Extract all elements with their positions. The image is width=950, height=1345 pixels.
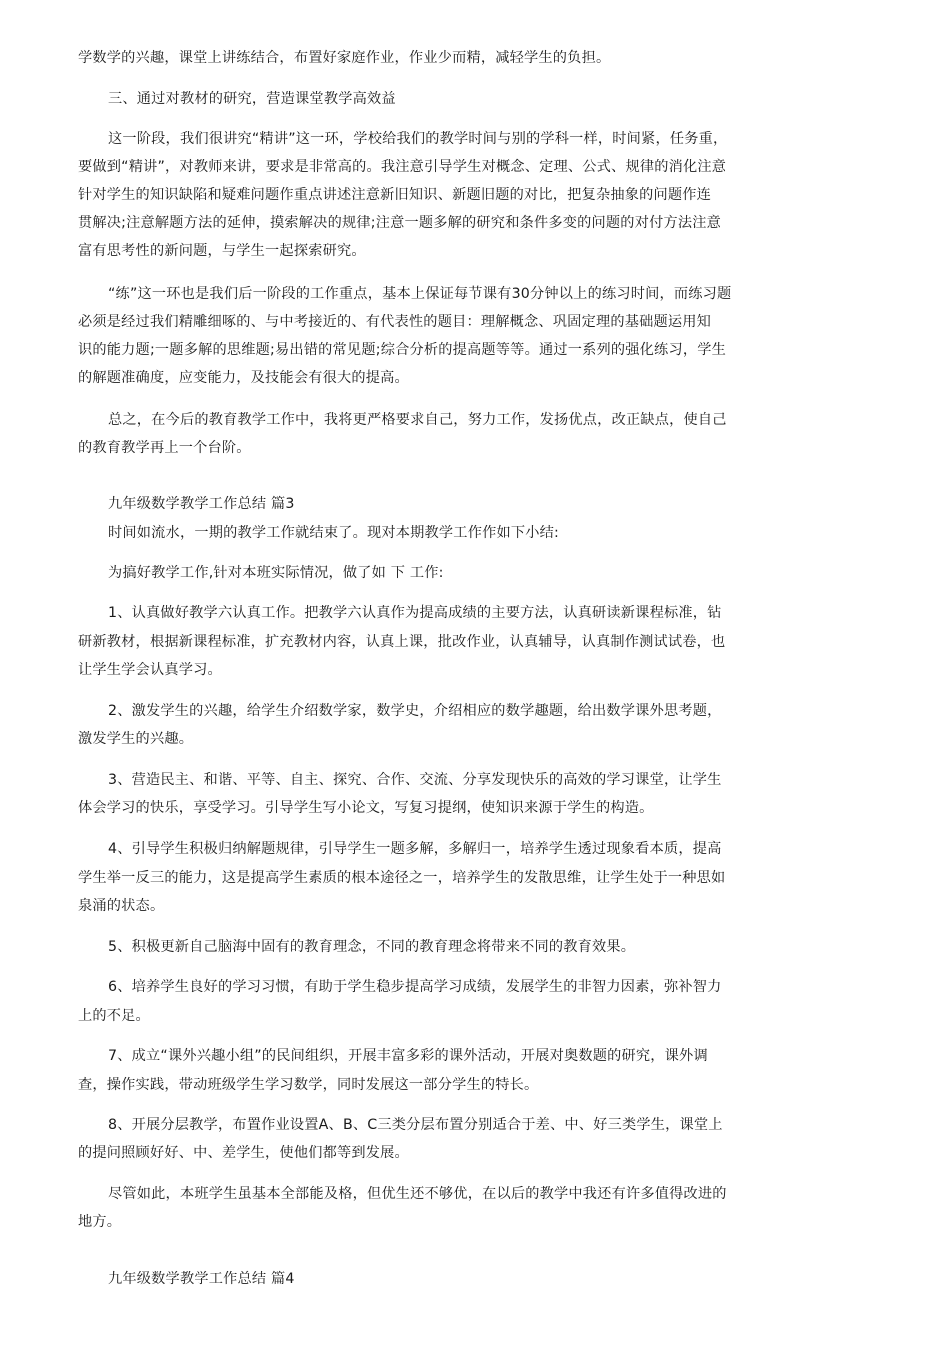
list-item: 8、开展分层教学，布置作业设置A、B、C三类分层布置分别适合于差、中、好三类学生，课堂上 <box>108 1117 723 1133</box>
list-item: 6、培养学生良好的学习习惯，有助于学生稳步提高学习成绩，发展学生的非智力因素，弥补智力 <box>108 979 722 995</box>
text-line: 必须是经过我们精雕细啄的、与中考接近的、有代表性的题目：理解概念、巩固定理的基础题运用知 <box>78 314 712 330</box>
text-line: 查，操作实践，带动班级学生学习数学，同时发展这一部分学生的特长。 <box>78 1077 539 1093</box>
text-line: 的教育教学再上一个台阶。 <box>78 440 251 456</box>
text-line: 激发学生的兴趣。 <box>78 731 194 747</box>
text-line: 地方。 <box>78 1214 122 1230</box>
text-line: 泉涌的状态。 <box>78 898 165 914</box>
list-item: 2、激发学生的兴趣，给学生介绍数学家，数学史，介绍相应的数学趣题，给出数学课外思考题， <box>108 703 722 719</box>
text-line: 上的不足。 <box>78 1008 150 1024</box>
text-line: 的解题准确度，应变能力，及技能会有很大的提高。 <box>78 370 409 386</box>
text-line: 研新教材，根据新课程标准，扩充教材内容，认真上课，批改作业，认真辅导，认真制作测试试卷，也 <box>78 634 726 650</box>
list-item: 7、成立“课外兴趣小组”的民间组织，开展丰富多彩的课外活动，开展对奥数题的研究，课外调 <box>108 1048 708 1064</box>
text-line: 总之，在今后的教育教学工作中，我将更严格要求自己，努力工作，发扬优点，改正缺点，使自己 <box>108 412 727 428</box>
text-line: 学数学的兴趣，课堂上讲练结合，布置好家庭作业，作业少而精，减轻学生的负担。 <box>78 50 611 66</box>
text-line: 的提问照顾好好、中、差学生，使他们都等到发展。 <box>78 1145 409 1161</box>
text-line: “练”这一环也是我们后一阶段的工作重点，基本上保证每节课有30分钟以上的练习时间，而练习题 <box>108 286 732 302</box>
text-line: 让学生学会认真学习。 <box>78 662 222 678</box>
text-line: 为搞好教学工作,针对本班实际情况，做了如 下 工作: <box>108 565 444 581</box>
text-line: 针对学生的知识缺陷和疑难问题作重点讲述注意新旧知识、新题旧题的对比，把复杂抽象的问题作连 <box>78 187 712 203</box>
section-heading: 三、通过对教材的研究，营造课堂教学高效益 <box>108 91 396 107</box>
list-item: 5、积极更新自己脑海中固有的教育理念，不同的教育理念将带来不同的教育效果。 <box>108 939 636 955</box>
list-item: 4、引导学生积极归纳解题规律，引导学生一题多解，多解归一，培养学生透过现象看本质，提高 <box>108 841 722 857</box>
text-line: 识的能力题;一题多解的思维题;易出错的常见题;综合分析的提高题等等。通过一系列的强化练习，学生 <box>78 342 726 358</box>
article-title: 九年级数学教学工作总结 篇4 <box>108 1271 295 1287</box>
text-line: 时间如流水，一期的教学工作就结束了。现对本期教学工作作如下小结: <box>108 525 559 541</box>
list-item: 1、认真做好教学六认真工作。把教学六认真作为提高成绩的主要方法，认真研读新课程标准，钻 <box>108 605 722 621</box>
text-line: 这一阶段，我们很讲究“精讲”这一环，学校给我们的教学时间与别的学科一样，时间紧，任务重， <box>108 131 728 147</box>
text-line: 学生举一反三的能力，这是提高学生素质的根本途径之一，培养学生的发散思维，让学生处于一种思如 <box>78 870 726 886</box>
text-line: 贯解决;注意解题方法的延伸，摸索解决的规律;注意一题多解的研究和条件多变的问题的对付方法注意 <box>78 215 722 231</box>
text-line: 体会学习的快乐，享受学习。引导学生写小论文，写复习提纲，使知识来源于学生的构造。 <box>78 800 654 816</box>
text-line: 要做到“精讲”，对教师来讲，要求是非常高的。我注意引导学生对概念、定理、公式、规律的消化注意 <box>78 159 727 175</box>
list-item: 3、营造民主、和谐、平等、自主、探究、合作、交流、分享发现快乐的高效的学习课堂，让学生 <box>108 772 722 788</box>
article-title: 九年级数学教学工作总结 篇3 <box>108 496 295 512</box>
text-line: 富有思考性的新问题，与学生一起探索研究。 <box>78 243 366 259</box>
text-line: 尽管如此，本班学生虽基本全部能及格，但优生还不够优，在以后的教学中我还有许多值得改进的 <box>108 1186 727 1202</box>
